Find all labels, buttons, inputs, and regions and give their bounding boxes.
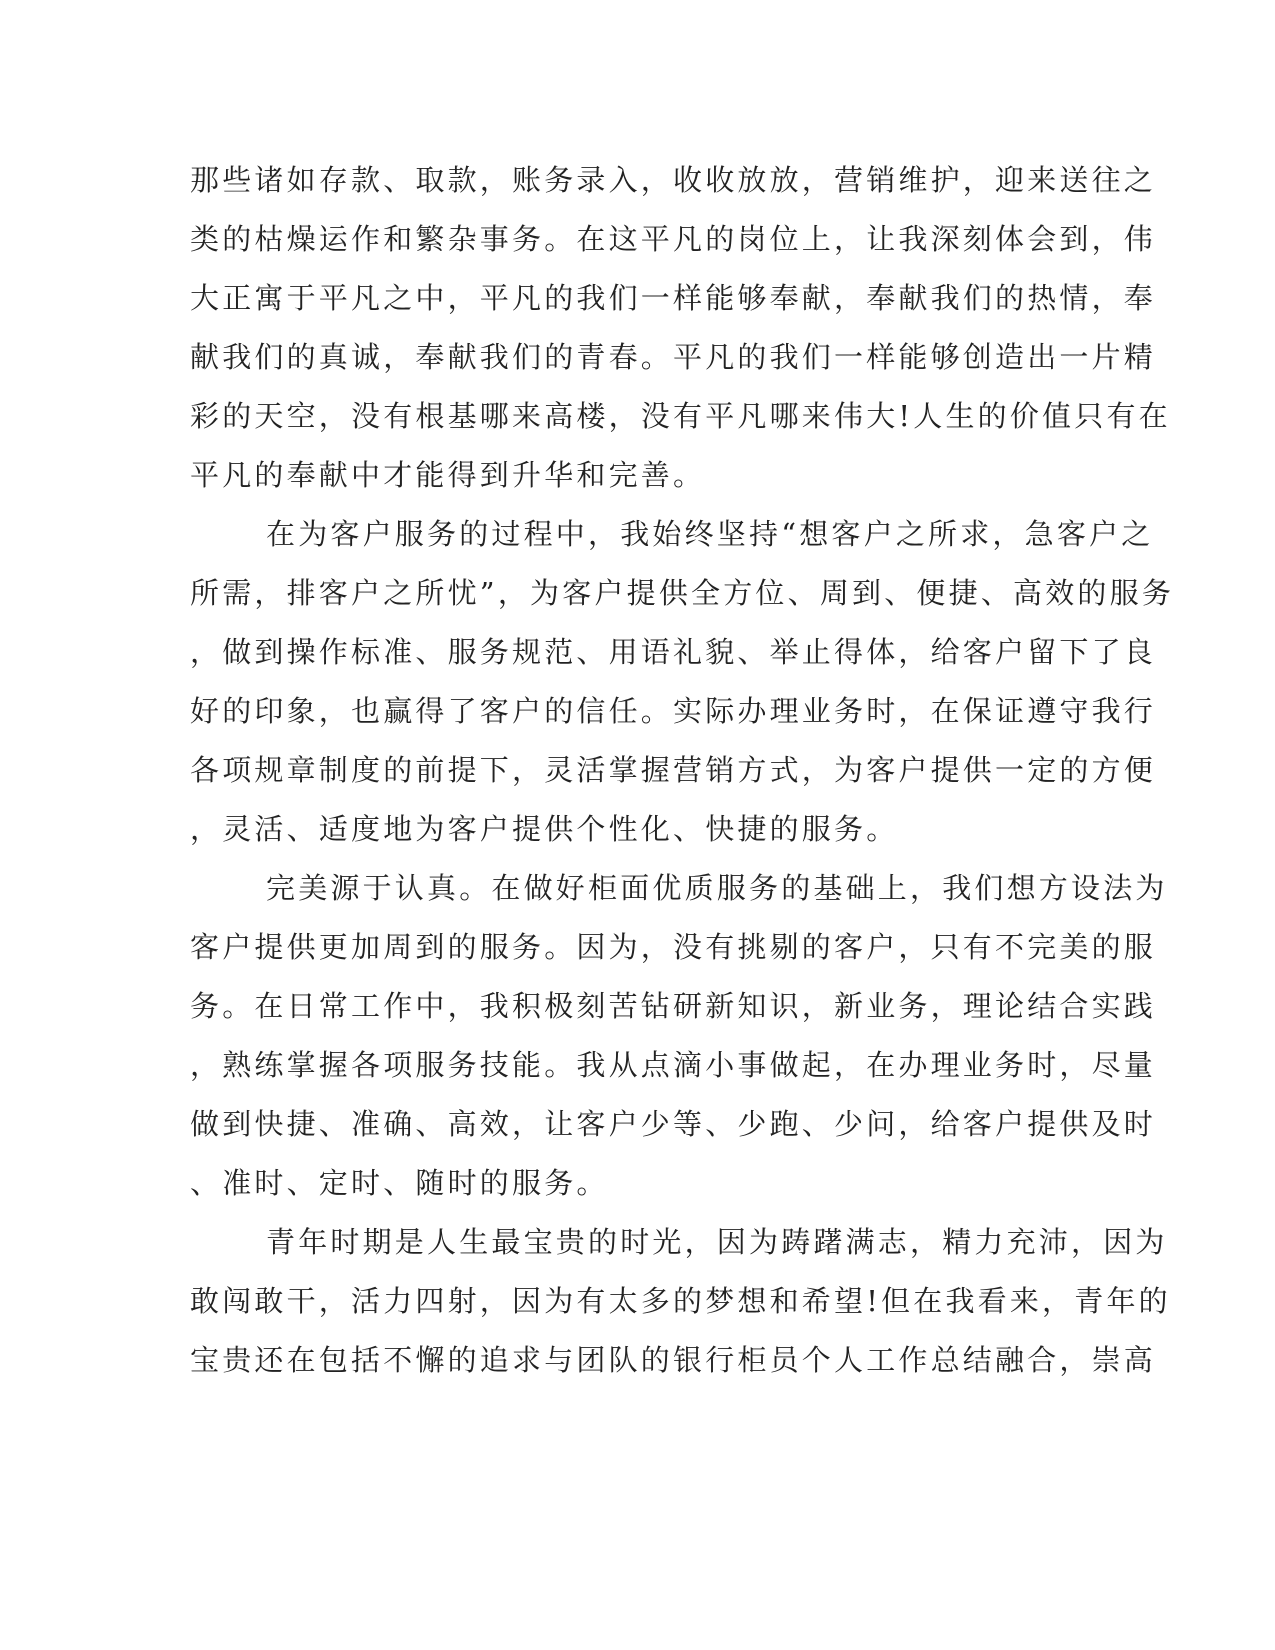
paragraph-1-line-3: 大正寓于平凡之中，平凡的我们一样能够奉献，奉献我们的热情，奉: [190, 281, 1157, 315]
paragraph-3-line-6: 、准时、定时、随时的服务。: [190, 1166, 609, 1200]
paragraph-3-line-3: 务。在日常工作中，我积极刻苦钻研新知识，新业务，理论结合实践: [190, 989, 1157, 1023]
paragraph-2-line-6: ，灵活、适度地为客户提供个性化、快捷的服务。: [190, 812, 899, 846]
paragraph-1-line-5: 彩的天空，没有根基哪来高楼，没有平凡哪来伟大!人生的价值只有在: [190, 399, 1171, 433]
paragraph-3-line-4: ，熟练掌握各项服务技能。我从点滴小事做起，在办理业务时，尽量: [190, 1048, 1157, 1082]
paragraph-2-line-1: 在为客户服务的过程中，我始终坚持“想客户之所求，急客户之: [266, 517, 1154, 551]
paragraph-4-line-2: 敢闯敢干，活力四射，因为有太多的梦想和希望!但在我看来，青年的: [190, 1284, 1171, 1318]
paragraph-3-line-5: 做到快捷、准确、高效，让客户少等、少跑、少问，给客户提供及时: [190, 1107, 1157, 1141]
paragraph-4-line-3: 宝贵还在包括不懈的追求与团队的银行柜员个人工作总结融合，崇高: [190, 1343, 1157, 1377]
paragraph-2-line-4: 好的印象，也赢得了客户的信任。实际办理业务时，在保证遵守我行: [190, 694, 1157, 728]
paragraph-2-line-3: ，做到操作标准、服务规范、用语礼貌、举止得体，给客户留下了良: [190, 635, 1157, 669]
paragraph-3-line-1: 完美源于认真。在做好柜面优质服务的基础上，我们想方设法为: [266, 871, 1168, 905]
paragraph-1-line-6: 平凡的奉献中才能得到升华和完善。: [190, 458, 706, 492]
paragraph-2-line-5: 各项规章制度的前提下，灵活掌握营销方式，为客户提供一定的方便: [190, 753, 1157, 787]
paragraph-3-line-2: 客户提供更加周到的服务。因为，没有挑剔的客户，只有不完美的服: [190, 930, 1157, 964]
paragraph-4-line-1: 青年时期是人生最宝贵的时光，因为踌躇满志，精力充沛，因为: [266, 1225, 1168, 1259]
paragraph-2-line-2: 所需，排客户之所忧”，为客户提供全方位、周到、便捷、高效的服务: [190, 576, 1175, 610]
paragraph-1-line-1: 那些诸如存款、取款，账务录入，收收放放，营销维护，迎来送往之: [190, 163, 1157, 197]
paragraph-1-line-4: 献我们的真诚，奉献我们的青春。平凡的我们一样能够创造出一片精: [190, 340, 1157, 374]
paragraph-1-line-2: 类的枯燥运作和繁杂事务。在这平凡的岗位上，让我深刻体会到，伟: [190, 222, 1157, 256]
